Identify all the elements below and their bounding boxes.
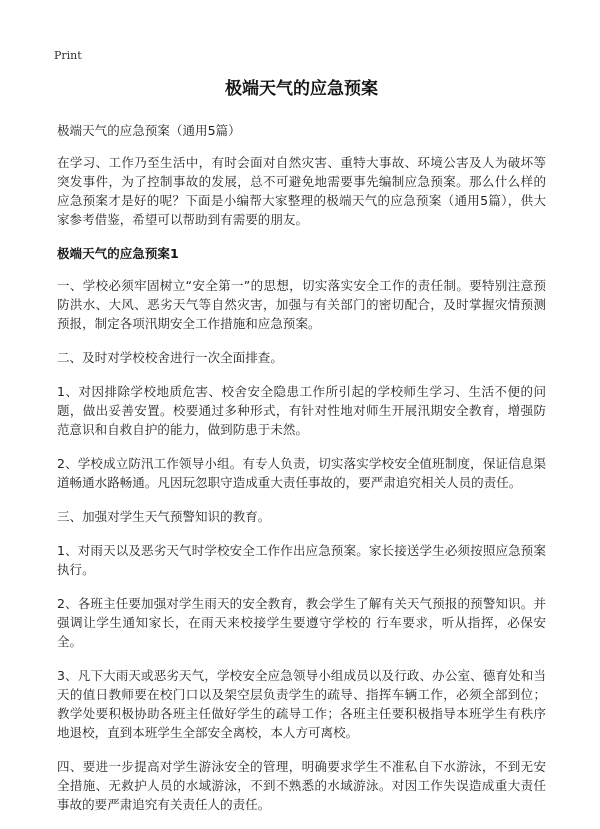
body-paragraph: 1、对因排除学校地质危害、校舍安全隐患工作所引起的学校师生学习、生活不便的问题，做出妥善安置。校要通过多种形式，有针对性地对师生开展汛期安全教育，增强防范意识和自救自护的能力，做到防患于未然。 — [57, 384, 546, 437]
body-paragraph: 1、对雨天以及恶劣天气时学校安全工作作出应急预案。家长接送学生必须按照应急预案执行。 — [57, 543, 546, 577]
page-title: 极端天气的应急预案 — [225, 79, 378, 99]
section-heading: 极端天气的应急预案1 — [57, 246, 179, 261]
body-paragraph: 三、加强对学生天气预警知识的教育。 — [57, 509, 271, 524]
body-paragraph: 2、各班主任要加强对学生雨天的安全教育，教会学生了解有关天气预报的预警知识。并强调让学生通知家长，在雨天来校接学生要遵守学校的 行车要求，听从指挥，必保安全。 — [57, 596, 546, 649]
body-paragraph: 一、学校必须牢固树立“安全第一”的思想，切实落实安全工作的责任制。要特别注意预防洪水、大风、恶劣天气等自然灾害，加强与有关部门的密切配合，及时掌握灾情预测预报，制定各项汛期安全工作措施和应急预案。 — [57, 278, 546, 331]
document-subtitle: 极端天气的应急预案（通用5篇） — [57, 123, 241, 138]
print-link[interactable]: Print — [54, 49, 82, 62]
body-paragraph: 3、凡下大雨天或恶劣天气，学校安全应急领导小组成员以及行政、办公室、德育处和当天的值日教师要在校门口以及架空层负责学生的疏导、指挥车辆工作，必须全部到位；教学处要积极协助各班主任做好学生的疏导工作；各班主任要积极指导本班学生有秩序地退校，直到本班学生全部安全离校，本人方可离校。 — [57, 668, 546, 740]
body-paragraph: 二、及时对学校校舍进行一次全面排查。 — [57, 350, 283, 365]
intro-paragraph: 在学习、工作乃至生活中，有时会面对自然灾害、重特大事故、环境公害及人为破坏等突发事件，为了控制事故的发展，总不可避免地需要事先编制应急预案。那么什么样的应急预案才是好的呢？下面是小编帮大家整理的极端天气的应急预案（通用5篇），供大家参考借鉴，希望可以帮助到有需要的朋友。 — [57, 155, 546, 227]
body-paragraph: 四、要进一步提高对学生游泳安全的管理，明确要求学生不准私自下水游泳，不到无安全措施、无救护人员的水域游泳，不到不熟悉的水域游泳。对因工作失误造成重大责任事故的要严肃追究有关责任人的责任。 — [57, 759, 546, 812]
document-body — [57, 78, 546, 829]
body-paragraph: 2、学校成立防汛工作领导小组。有专人负责，切实落实学校安全值班制度，保证信息渠道畅通水路畅通。凡因玩忽职守造成重大责任事故的，要严肃追究相关人员的责任。 — [57, 456, 546, 490]
